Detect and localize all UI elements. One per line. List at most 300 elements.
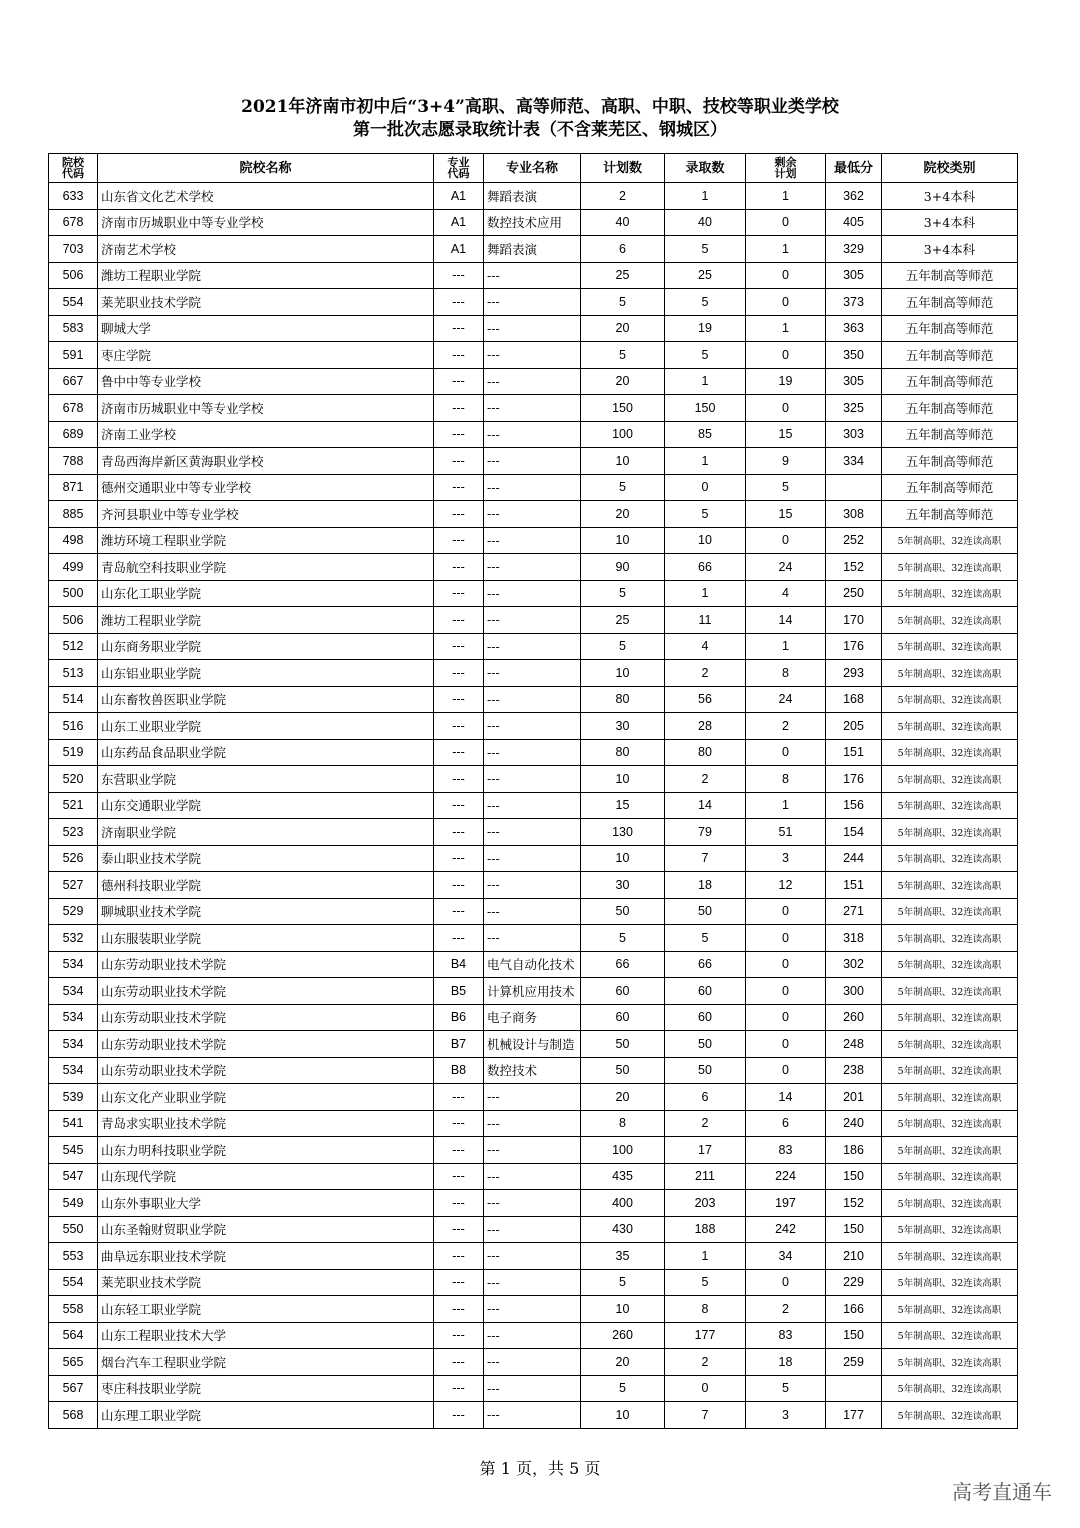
cell-major-name: --- <box>484 1163 581 1190</box>
cell-type: 5年制高职、32连读高职 <box>882 1375 1018 1402</box>
cell-major-name: --- <box>484 448 581 475</box>
cell-remaining: 1 <box>746 183 826 210</box>
cell-min-score: 260 <box>826 1004 882 1031</box>
cell-plan: 5 <box>581 474 665 501</box>
cell-name: 山东工程职业技术大学 <box>98 1322 434 1349</box>
cell-name: 山东轻工职业学院 <box>98 1296 434 1323</box>
cell-code: 558 <box>49 1296 98 1323</box>
table-row <box>49 1296 1018 1323</box>
cell-remaining: 12 <box>746 872 826 899</box>
cell-admitted: 28 <box>665 713 746 740</box>
cell-admitted: 0 <box>665 1375 746 1402</box>
cell-admitted: 7 <box>665 1402 746 1429</box>
header-major-code: 专业 代码 <box>434 154 484 183</box>
cell-major-name: --- <box>484 1137 581 1164</box>
cell-name: 山东省文化艺术学校 <box>98 183 434 210</box>
cell-plan: 80 <box>581 686 665 713</box>
cell-min-score: 248 <box>826 1031 882 1058</box>
cell-major-name: --- <box>484 421 581 448</box>
cell-code: 500 <box>49 580 98 607</box>
table-row <box>49 766 1018 793</box>
cell-remaining: 0 <box>746 262 826 289</box>
cell-admitted: 56 <box>665 686 746 713</box>
cell-name: 山东力明科技职业学院 <box>98 1137 434 1164</box>
cell-remaining: 8 <box>746 766 826 793</box>
cell-major-code: --- <box>434 1137 484 1164</box>
cell-type: 5年制高职、32连读高职 <box>882 1243 1018 1270</box>
cell-remaining: 0 <box>746 1004 826 1031</box>
cell-code: 516 <box>49 713 98 740</box>
cell-min-score: 154 <box>826 819 882 846</box>
table-row <box>49 236 1018 263</box>
cell-major-code: --- <box>434 713 484 740</box>
cell-code: 564 <box>49 1322 98 1349</box>
cell-remaining: 0 <box>746 898 826 925</box>
cell-code: 520 <box>49 766 98 793</box>
cell-name: 青岛西海岸新区黄海职业学校 <box>98 448 434 475</box>
cell-major-code: --- <box>434 686 484 713</box>
cell-name: 山东理工职业学院 <box>98 1402 434 1429</box>
cell-admitted: 17 <box>665 1137 746 1164</box>
cell-type: 5年制高职、32连读高职 <box>882 766 1018 793</box>
cell-plan: 25 <box>581 262 665 289</box>
cell-code: 547 <box>49 1163 98 1190</box>
header-major-name: 专业名称 <box>484 154 581 183</box>
cell-remaining: 0 <box>746 289 826 316</box>
cell-major-name: --- <box>484 872 581 899</box>
cell-type: 5年制高职、32连读高职 <box>882 1402 1018 1429</box>
table-row <box>49 1163 1018 1190</box>
cell-code: 788 <box>49 448 98 475</box>
cell-code: 554 <box>49 289 98 316</box>
cell-remaining: 24 <box>746 686 826 713</box>
cell-plan: 20 <box>581 501 665 528</box>
cell-major-name: 舞蹈表演 <box>484 236 581 263</box>
cell-major-name: --- <box>484 607 581 634</box>
cell-remaining: 4 <box>746 580 826 607</box>
cell-admitted: 60 <box>665 1004 746 1031</box>
cell-type: 5年制高职、32连读高职 <box>882 686 1018 713</box>
cell-type: 5年制高职、32连读高职 <box>882 1137 1018 1164</box>
cell-plan: 30 <box>581 713 665 740</box>
cell-name: 烟台汽车工程职业学院 <box>98 1349 434 1376</box>
cell-admitted: 2 <box>665 1349 746 1376</box>
cell-type: 5年制高职、32连读高职 <box>882 1163 1018 1190</box>
cell-major-name: --- <box>484 713 581 740</box>
cell-type: 5年制高职、32连读高职 <box>882 898 1018 925</box>
cell-plan: 100 <box>581 421 665 448</box>
table-row <box>49 1375 1018 1402</box>
cell-type: 5年制高职、32连读高职 <box>882 978 1018 1005</box>
cell-name: 山东畜牧兽医职业学院 <box>98 686 434 713</box>
table-row <box>49 315 1018 342</box>
cell-plan: 20 <box>581 315 665 342</box>
cell-min-score: 325 <box>826 395 882 422</box>
cell-min-score: 210 <box>826 1243 882 1270</box>
table-row <box>49 951 1018 978</box>
cell-name: 枣庄学院 <box>98 342 434 369</box>
table-row <box>49 368 1018 395</box>
cell-type: 五年制高等师范 <box>882 448 1018 475</box>
cell-major-code: --- <box>434 368 484 395</box>
table-row <box>49 580 1018 607</box>
table-row <box>49 289 1018 316</box>
cell-type: 5年制高职、32连读高职 <box>882 660 1018 687</box>
cell-min-score: 177 <box>826 1402 882 1429</box>
cell-min-score: 205 <box>826 713 882 740</box>
cell-min-score: 252 <box>826 527 882 554</box>
cell-code: 545 <box>49 1137 98 1164</box>
cell-plan: 10 <box>581 448 665 475</box>
cell-type: 5年制高职、32连读高职 <box>882 872 1018 899</box>
cell-type: 五年制高等师范 <box>882 421 1018 448</box>
cell-major-code: A1 <box>434 209 484 236</box>
cell-code: 667 <box>49 368 98 395</box>
cell-code: 523 <box>49 819 98 846</box>
cell-plan: 5 <box>581 289 665 316</box>
table-row <box>49 421 1018 448</box>
cell-min-score: 176 <box>826 766 882 793</box>
cell-plan: 25 <box>581 607 665 634</box>
cell-major-code: --- <box>434 554 484 581</box>
cell-type: 3+4本科 <box>882 236 1018 263</box>
cell-major-name: --- <box>484 792 581 819</box>
cell-admitted: 4 <box>665 633 746 660</box>
cell-plan: 260 <box>581 1322 665 1349</box>
cell-admitted: 6 <box>665 1084 746 1111</box>
cell-major-code: --- <box>434 1375 484 1402</box>
cell-admitted: 2 <box>665 766 746 793</box>
cell-code: 513 <box>49 660 98 687</box>
cell-plan: 20 <box>581 1084 665 1111</box>
cell-min-score: 151 <box>826 872 882 899</box>
cell-major-code: --- <box>434 289 484 316</box>
cell-code: 539 <box>49 1084 98 1111</box>
cell-major-name: --- <box>484 925 581 952</box>
cell-major-code: --- <box>434 474 484 501</box>
header-remaining: 剩余 计划 <box>746 154 826 183</box>
cell-major-name: --- <box>484 289 581 316</box>
cell-remaining: 5 <box>746 1375 826 1402</box>
cell-remaining: 5 <box>746 474 826 501</box>
cell-min-score: 318 <box>826 925 882 952</box>
cell-name: 泰山职业技术学院 <box>98 845 434 872</box>
cell-remaining: 0 <box>746 978 826 1005</box>
cell-major-name: --- <box>484 1349 581 1376</box>
cell-admitted: 7 <box>665 845 746 872</box>
cell-code: 550 <box>49 1216 98 1243</box>
cell-major-code: --- <box>434 1216 484 1243</box>
cell-major-code: --- <box>434 845 484 872</box>
cell-type: 5年制高职、32连读高职 <box>882 792 1018 819</box>
cell-major-code: --- <box>434 660 484 687</box>
cell-plan: 20 <box>581 1349 665 1376</box>
cell-min-score: 244 <box>826 845 882 872</box>
cell-plan: 430 <box>581 1216 665 1243</box>
cell-plan: 5 <box>581 1269 665 1296</box>
cell-major-name: --- <box>484 845 581 872</box>
cell-code: 534 <box>49 1031 98 1058</box>
cell-major-name: --- <box>484 554 581 581</box>
cell-min-score: 334 <box>826 448 882 475</box>
cell-min-score: 305 <box>826 368 882 395</box>
cell-type: 5年制高职、32连读高职 <box>882 580 1018 607</box>
cell-admitted: 0 <box>665 474 746 501</box>
cell-plan: 60 <box>581 978 665 1005</box>
cell-min-score: 150 <box>826 1163 882 1190</box>
table-row <box>49 686 1018 713</box>
cell-code: 633 <box>49 183 98 210</box>
table-row <box>49 1322 1018 1349</box>
cell-remaining: 0 <box>746 1031 826 1058</box>
cell-plan: 400 <box>581 1190 665 1217</box>
cell-admitted: 1 <box>665 1243 746 1270</box>
cell-remaining: 6 <box>746 1110 826 1137</box>
cell-admitted: 85 <box>665 421 746 448</box>
cell-major-code: B8 <box>434 1057 484 1084</box>
cell-type: 5年制高职、32连读高职 <box>882 527 1018 554</box>
cell-major-code: B6 <box>434 1004 484 1031</box>
cell-type: 5年制高职、32连读高职 <box>882 1296 1018 1323</box>
cell-remaining: 3 <box>746 1402 826 1429</box>
table-row <box>49 501 1018 528</box>
cell-remaining: 34 <box>746 1243 826 1270</box>
table-row <box>49 660 1018 687</box>
cell-code: 871 <box>49 474 98 501</box>
cell-admitted: 66 <box>665 554 746 581</box>
cell-min-score: 152 <box>826 554 882 581</box>
cell-major-code: --- <box>434 315 484 342</box>
cell-major-name: --- <box>484 1190 581 1217</box>
cell-code: 583 <box>49 315 98 342</box>
cell-type: 5年制高职、32连读高职 <box>882 1322 1018 1349</box>
cell-major-name: --- <box>484 1402 581 1429</box>
page-footer: 第 1 页，共 5 页 <box>479 1459 601 1478</box>
cell-admitted: 2 <box>665 1110 746 1137</box>
cell-type: 5年制高职、32连读高职 <box>882 1057 1018 1084</box>
cell-min-score: 250 <box>826 580 882 607</box>
cell-admitted: 60 <box>665 978 746 1005</box>
table-row <box>49 474 1018 501</box>
cell-name: 曲阜远东职业技术学院 <box>98 1243 434 1270</box>
cell-type: 五年制高等师范 <box>882 395 1018 422</box>
cell-remaining: 83 <box>746 1137 826 1164</box>
table-row <box>49 209 1018 236</box>
cell-name: 山东劳动职业技术学院 <box>98 978 434 1005</box>
cell-plan: 35 <box>581 1243 665 1270</box>
cell-major-name: 电子商务 <box>484 1004 581 1031</box>
cell-remaining: 19 <box>746 368 826 395</box>
cell-name: 济南职业学院 <box>98 819 434 846</box>
cell-type: 5年制高职、32连读高职 <box>882 739 1018 766</box>
cell-plan: 2 <box>581 183 665 210</box>
table-body <box>49 183 1018 1429</box>
cell-plan: 10 <box>581 527 665 554</box>
cell-name: 聊城职业技术学院 <box>98 898 434 925</box>
header-code: 院校 代码 <box>49 154 98 183</box>
cell-admitted: 8 <box>665 1296 746 1323</box>
watermark: 高考直通车 <box>952 1480 1052 1504</box>
cell-remaining: 8 <box>746 660 826 687</box>
cell-remaining: 18 <box>746 1349 826 1376</box>
cell-remaining: 224 <box>746 1163 826 1190</box>
cell-min-score <box>826 474 882 501</box>
cell-min-score <box>826 1375 882 1402</box>
cell-plan: 50 <box>581 898 665 925</box>
cell-admitted: 1 <box>665 183 746 210</box>
cell-name: 山东铝业职业学院 <box>98 660 434 687</box>
table-row <box>49 633 1018 660</box>
cell-major-name: --- <box>484 1110 581 1137</box>
cell-major-name: --- <box>484 501 581 528</box>
cell-plan: 5 <box>581 580 665 607</box>
cell-major-code: --- <box>434 766 484 793</box>
table-row <box>49 342 1018 369</box>
cell-major-code: --- <box>434 633 484 660</box>
cell-min-score: 405 <box>826 209 882 236</box>
cell-major-code: --- <box>434 395 484 422</box>
cell-remaining: 0 <box>746 739 826 766</box>
cell-major-code: A1 <box>434 183 484 210</box>
cell-admitted: 5 <box>665 236 746 263</box>
cell-plan: 10 <box>581 1296 665 1323</box>
cell-name: 济南艺术学校 <box>98 236 434 263</box>
cell-remaining: 2 <box>746 1296 826 1323</box>
cell-admitted: 11 <box>665 607 746 634</box>
cell-plan: 10 <box>581 845 665 872</box>
cell-admitted: 150 <box>665 395 746 422</box>
table-row <box>49 183 1018 210</box>
cell-name: 鲁中中等专业学校 <box>98 368 434 395</box>
cell-plan: 10 <box>581 660 665 687</box>
cell-remaining: 0 <box>746 925 826 952</box>
header-type: 院校类别 <box>882 154 1018 183</box>
cell-name: 德州交通职业中等专业学校 <box>98 474 434 501</box>
cell-name: 山东外事职业大学 <box>98 1190 434 1217</box>
cell-name: 山东劳动职业技术学院 <box>98 1057 434 1084</box>
cell-admitted: 5 <box>665 925 746 952</box>
cell-name: 枣庄科技职业学院 <box>98 1375 434 1402</box>
cell-type: 5年制高职、32连读高职 <box>882 1269 1018 1296</box>
cell-remaining: 14 <box>746 607 826 634</box>
cell-admitted: 2 <box>665 660 746 687</box>
cell-remaining: 14 <box>746 1084 826 1111</box>
table-row <box>49 448 1018 475</box>
cell-plan: 5 <box>581 925 665 952</box>
table-row <box>49 1004 1018 1031</box>
cell-min-score: 271 <box>826 898 882 925</box>
cell-major-code: --- <box>434 1243 484 1270</box>
cell-name: 莱芜职业技术学院 <box>98 289 434 316</box>
cell-min-score: 259 <box>826 1349 882 1376</box>
cell-major-name: --- <box>484 1216 581 1243</box>
cell-major-name: --- <box>484 1322 581 1349</box>
cell-type: 5年制高职、32连读高职 <box>882 1110 1018 1137</box>
cell-code: 526 <box>49 845 98 872</box>
cell-plan: 10 <box>581 766 665 793</box>
cell-plan: 5 <box>581 342 665 369</box>
cell-plan: 6 <box>581 236 665 263</box>
cell-min-score: 201 <box>826 1084 882 1111</box>
cell-type: 五年制高等师范 <box>882 474 1018 501</box>
cell-name: 山东劳动职业技术学院 <box>98 951 434 978</box>
header-plan: 计划数 <box>581 154 665 183</box>
cell-min-score: 229 <box>826 1269 882 1296</box>
cell-code: 678 <box>49 395 98 422</box>
table-row <box>49 978 1018 1005</box>
table-row <box>49 845 1018 872</box>
cell-plan: 60 <box>581 1004 665 1031</box>
cell-major-name: --- <box>484 898 581 925</box>
cell-type: 3+4本科 <box>882 209 1018 236</box>
cell-min-score: 240 <box>826 1110 882 1137</box>
cell-name: 青岛求实职业技术学院 <box>98 1110 434 1137</box>
cell-min-score: 168 <box>826 686 882 713</box>
cell-name: 济南市历城职业中等专业学校 <box>98 209 434 236</box>
table-row <box>49 1084 1018 1111</box>
cell-admitted: 1 <box>665 368 746 395</box>
cell-min-score: 305 <box>826 262 882 289</box>
table-row <box>49 1402 1018 1429</box>
table-row <box>49 1349 1018 1376</box>
cell-remaining: 9 <box>746 448 826 475</box>
cell-major-name: --- <box>484 474 581 501</box>
table-row <box>49 1216 1018 1243</box>
cell-name: 山东现代学院 <box>98 1163 434 1190</box>
cell-min-score: 329 <box>826 236 882 263</box>
cell-remaining: 1 <box>746 315 826 342</box>
cell-major-name: 数控技术 <box>484 1057 581 1084</box>
cell-major-code: --- <box>434 925 484 952</box>
cell-name: 山东商务职业学院 <box>98 633 434 660</box>
cell-code: 514 <box>49 686 98 713</box>
cell-min-score: 303 <box>826 421 882 448</box>
cell-remaining: 0 <box>746 1269 826 1296</box>
cell-remaining: 1 <box>746 792 826 819</box>
cell-admitted: 19 <box>665 315 746 342</box>
cell-code: 532 <box>49 925 98 952</box>
cell-remaining: 15 <box>746 421 826 448</box>
cell-major-name: --- <box>484 686 581 713</box>
cell-remaining: 0 <box>746 951 826 978</box>
cell-major-code: --- <box>434 1190 484 1217</box>
cell-major-code: B5 <box>434 978 484 1005</box>
table-row <box>49 554 1018 581</box>
table-row <box>49 1190 1018 1217</box>
cell-admitted: 66 <box>665 951 746 978</box>
cell-code: 534 <box>49 1004 98 1031</box>
cell-remaining: 0 <box>746 1057 826 1084</box>
cell-major-code: --- <box>434 1349 484 1376</box>
cell-major-code: B7 <box>434 1031 484 1058</box>
cell-major-code: --- <box>434 262 484 289</box>
cell-major-name: --- <box>484 1243 581 1270</box>
cell-major-code: --- <box>434 342 484 369</box>
cell-plan: 40 <box>581 209 665 236</box>
cell-code: 534 <box>49 978 98 1005</box>
table-row <box>49 872 1018 899</box>
table-row <box>49 1243 1018 1270</box>
cell-type: 5年制高职、32连读高职 <box>882 925 1018 952</box>
cell-min-score: 151 <box>826 739 882 766</box>
cell-code: 541 <box>49 1110 98 1137</box>
table-row <box>49 925 1018 952</box>
cell-major-code: --- <box>434 1110 484 1137</box>
header-min-score: 最低分 <box>826 154 882 183</box>
cell-type: 五年制高等师范 <box>882 262 1018 289</box>
cell-name: 济南工业学校 <box>98 421 434 448</box>
cell-major-code: --- <box>434 1402 484 1429</box>
